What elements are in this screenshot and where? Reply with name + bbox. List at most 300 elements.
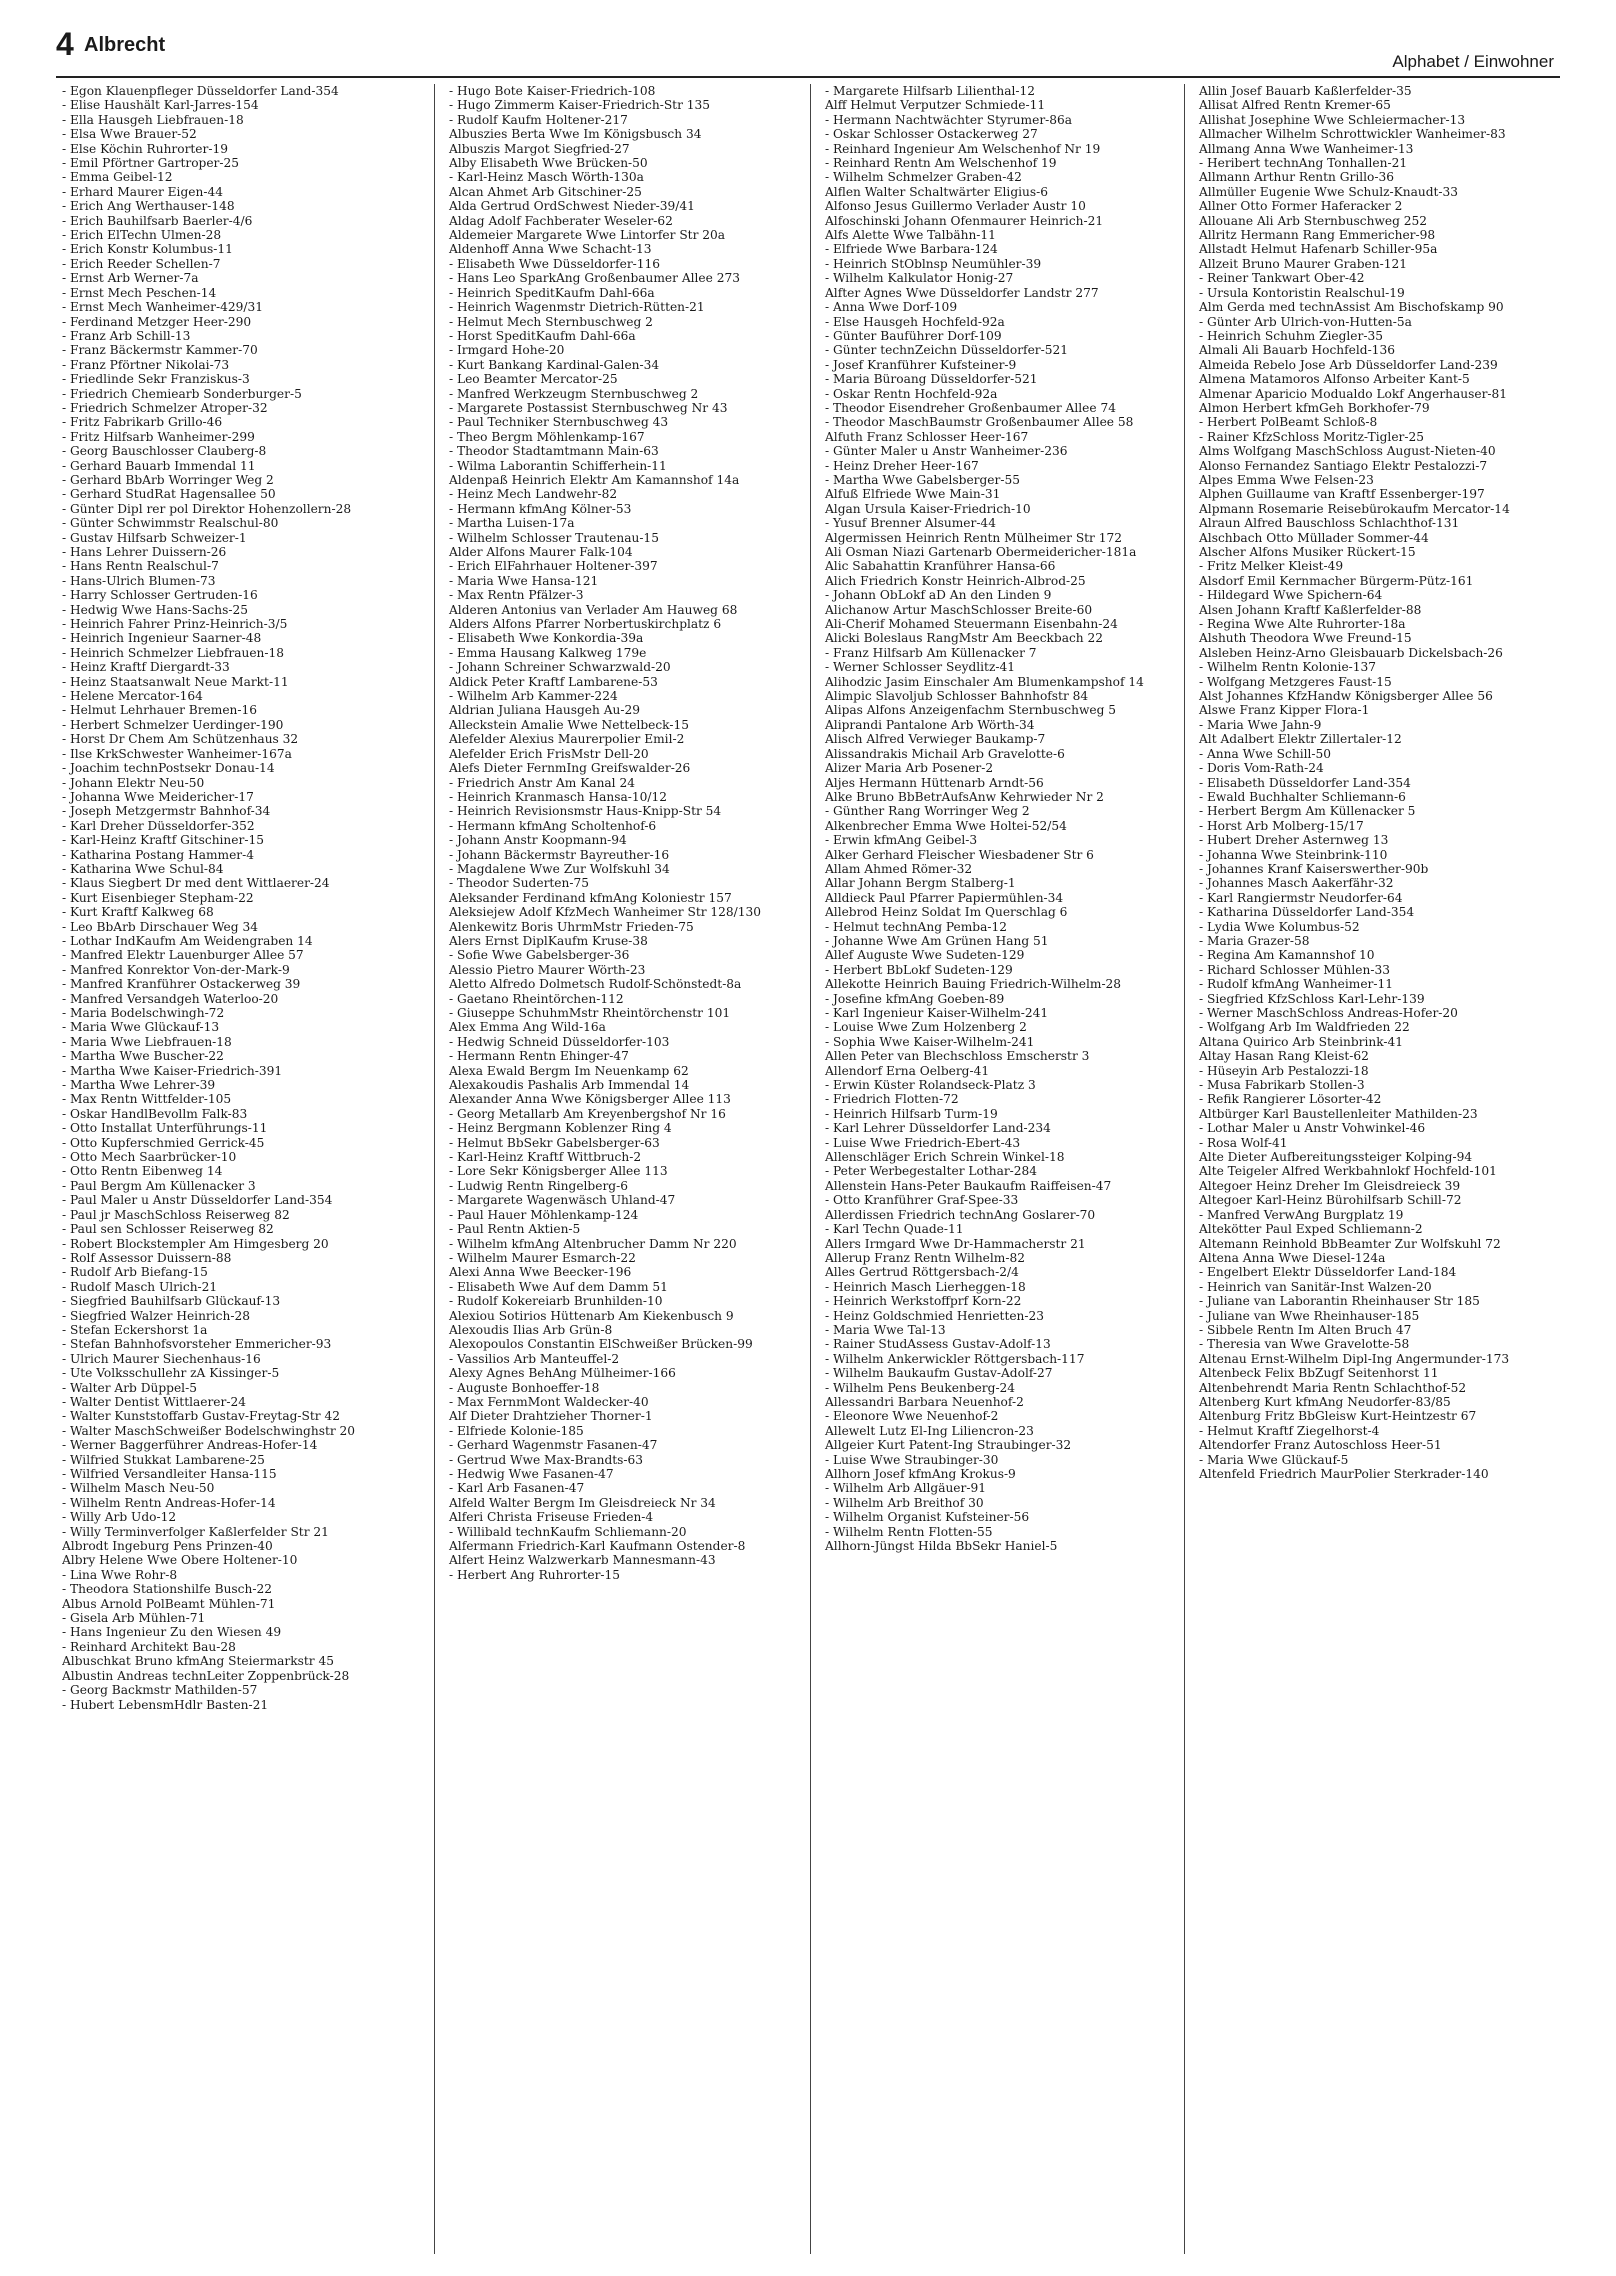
directory-entry: - Sophia Wwe Kaiser-Wilhelm-241 (825, 1034, 1035, 1049)
directory-entry: - Else Hausgeh Hochfeld-92a (825, 314, 1005, 329)
directory-entry: Alte Dieter Aufbereitungssteiger Kolping-94 (1199, 1150, 1473, 1165)
directory-entry: Aldrian Juliana Hausgeh Au-29 (449, 703, 641, 718)
directory-entry: - Anna Wwe Dorf-109 (825, 300, 958, 315)
directory-entry: - Ernst Mech Peschen-14 (62, 285, 217, 300)
directory-entry: Allessandri Barbara Neuenhof-2 (825, 1394, 1024, 1409)
directory-entry: - Heinrich Kranmasch Hansa-10/12 (449, 789, 668, 804)
directory-entry: Albuschkat Bruno kfmAng Steiermarkstr 45 (62, 1654, 334, 1669)
directory-entry: - Maria Wwe Glückauf-5 (1199, 1452, 1349, 1467)
directory-entry: - Wolfgang Metzgeres Faust-15 (1199, 674, 1392, 689)
directory-entry: Alexiou Sotirios Hüttenarb Am Kiekenbusch 9 (449, 1308, 734, 1323)
directory-entry: Alisch Alfred Verwieger Baukamp-7 (825, 732, 1046, 747)
directory-entry: - Georg Backmstr Mathilden-57 (62, 1683, 258, 1698)
directory-entry: Alshuth Theodora Wwe Freund-15 (1199, 631, 1412, 646)
directory-entry: - Rainer StudAssess Gustav-Adolf-13 (825, 1337, 1051, 1352)
directory-entry: Allhorn-Jüngst Hilda BbSekr Haniel-5 (825, 1539, 1058, 1554)
directory-entry: Allekotte Heinrich Bauing Friedrich-Wilhelm-28 (825, 977, 1122, 992)
directory-entry: Alcan Ahmet Arb Gitschiner-25 (449, 184, 642, 199)
directory-entry: Allouane Ali Arb Sternbuschweg 252 (1199, 213, 1428, 228)
directory-entry: - Wilhelm Arb Allgäuer-91 (825, 1481, 986, 1496)
directory-entry: Alissandrakis Michail Arb Gravelotte-6 (825, 746, 1065, 761)
directory-entry: - Gerhard BbArb Worringer Weg 2 (62, 472, 274, 487)
directory-columns (62, 84, 1562, 2254)
directory-entry: - Gustav Hilfsarb Schweizer-1 (62, 530, 247, 545)
directory-entry: - Elfriede Kolonie-185 (449, 1423, 584, 1438)
directory-entry: Alexander Anna Wwe Königsberger Allee 113 (449, 1092, 731, 1107)
directory-entry: - Manfred Versandgeh Waterloo-20 (62, 991, 279, 1006)
directory-entry: Almon Herbert kfmGeh Borkhofer-79 (1199, 400, 1430, 415)
directory-entry: - Herbert BbLokf Sudeten-129 (825, 962, 1013, 977)
directory-entry: Alraun Alfred Bauschloss Schlachthof-131 (1199, 516, 1460, 531)
directory-entry: - Juliane van Wwe Rheinhauser-185 (1199, 1308, 1420, 1323)
directory-entry: Alleckstein Amalie Wwe Nettelbeck-15 (449, 717, 689, 732)
directory-entry: - Ferdinand Metzger Heer-290 (62, 314, 252, 329)
directory-entry: - Lothar Maler u Anstr Vohwinkel-46 (1199, 1121, 1426, 1136)
directory-entry: - Manfred Werkzeugm Sternbuschweg 2 (449, 386, 699, 401)
directory-entry: - Katharina Düsseldorfer Land-354 (1199, 905, 1415, 920)
directory-entry: - Regina Wwe Alte Ruhrorter-18a (1199, 617, 1406, 632)
directory-entry: Altegoer Heinz Dreher Im Gleisdreieck 39 (1199, 1178, 1461, 1193)
directory-entry: - Ella Hausgeh Liebfrauen-18 (62, 112, 244, 127)
directory-entry: - Wilhelm Baukaufm Gustav-Adolf-27 (825, 1366, 1053, 1381)
directory-entry: - Joachim technPostsekr Donau-14 (62, 761, 275, 776)
directory-entry: - Richard Schlosser Mühlen-33 (1199, 962, 1390, 977)
directory-entry: Albuszies Berta Wwe Im Königsbusch 34 (449, 127, 702, 142)
directory-entry: - Luise Wwe Straubinger-30 (825, 1452, 999, 1467)
directory-column-4 (1184, 84, 1539, 2254)
directory-entry: Allritz Hermann Rang Emmericher-98 (1199, 228, 1436, 243)
directory-entry: - Wilhelm kfmAng Altenbrucher Damm Nr 220 (449, 1236, 737, 1251)
directory-entry: Allhorn Josef kfmAng Krokus-9 (825, 1467, 1016, 1481)
directory-entry: Allmann Arthur Rentn Grillo-36 (1199, 170, 1394, 185)
directory-entry: - Elfriede Wwe Barbara-124 (825, 242, 998, 257)
directory-entry: - Hermann kfmAng Scholtenhof-6 (449, 818, 657, 833)
directory-entry: - Manfred Konrektor Von-der-Mark-9 (62, 962, 290, 977)
directory-column-2 (434, 84, 789, 2254)
directory-entry: - Wilma Laborantin Schifferhein-11 (449, 458, 667, 473)
directory-entry: - Max Rentn Pfälzer-3 (449, 588, 584, 603)
directory-entry: - Heinrich Fahrer Prinz-Heinrich-3/5 (62, 617, 288, 632)
directory-entry: - Heribert technAng Tonhallen-21 (1199, 156, 1408, 171)
directory-entry: Alefelder Erich FrisMstr Dell-20 (449, 746, 649, 761)
directory-entry: - Kurt Kraftf Kalkweg 68 (62, 905, 214, 920)
directory-entry: - Egon Klauenpfleger Düsseldorfer Land-354 (62, 84, 339, 98)
directory-entry: - Wilhelm Organist Kufsteiner-56 (825, 1510, 1030, 1525)
directory-entry: - Heinrich Schuhm Ziegler-35 (1199, 328, 1383, 343)
directory-entry: Allebrod Heinz Soldat Im Querschlag 6 (825, 905, 1068, 920)
header-rule (56, 76, 1560, 78)
directory-entry: Alke Bruno BbBetrAufsAnw Kehrwieder Nr 2 (825, 789, 1104, 804)
directory-entry: Alms Wolfgang MaschSchloss August-Nieten-40 (1199, 444, 1496, 459)
directory-entry: Algermissen Heinrich Rentn Mülheimer Str 172 (825, 530, 1123, 545)
directory-entry: - Wilhelm Arb Kammer-224 (449, 689, 618, 704)
directory-entry: Alder Alfons Maurer Falk-104 (449, 545, 633, 559)
directory-entry: Aldenpaß Heinrich Elektr Am Kamannshof 14a (449, 472, 740, 487)
directory-entry: - Wilhelm Rentn Flotten-55 (825, 1524, 993, 1539)
directory-entry: Allmang Anna Wwe Wanheimer-13 (1199, 141, 1414, 156)
directory-entry: - Emil Pförtner Gartroper-25 (62, 156, 240, 171)
directory-entry: - Robert Blockstempler Am Himgesberg 20 (62, 1236, 329, 1251)
directory-entry: Albustin Andreas technLeiter Zoppenbrück-28 (62, 1668, 350, 1683)
directory-entry: Allzeit Bruno Maurer Graben-121 (1199, 256, 1407, 271)
directory-entry: - Kurt Eisenbieger Stepham-22 (62, 890, 254, 905)
directory-entry: - Leo Beamter Mercator-25 (449, 372, 618, 387)
directory-entry: - Lydia Wwe Kolumbus-52 (1199, 919, 1360, 934)
directory-entry: - Oskar Rentn Hochfeld-92a (825, 386, 998, 401)
directory-entry: - Johann Anstr Koopmann-94 (449, 833, 627, 848)
directory-entry: - Hermann Nachtwächter Styrumer-86a (825, 112, 1073, 127)
directory-entry: - Rudolf Kaufm Holtener-217 (449, 112, 628, 127)
directory-entry: - Theresia van Wwe Gravelotte-58 (1199, 1337, 1410, 1352)
directory-entry: - Maria Wwe Liebfrauen-18 (62, 1034, 232, 1049)
directory-entry: - Maria Büroang Düsseldorfer-521 (825, 372, 1038, 387)
directory-entry: - Heinrich van Sanitär-Inst Walzen-20 (1199, 1279, 1432, 1294)
directory-entry: - Otto Kupferschmied Gerrick-45 (62, 1135, 265, 1150)
directory-entry: - Gerhard Bauarb Immendal 11 (62, 458, 256, 473)
directory-entry: - Wilhelm Schmelzer Graben-42 (825, 170, 1022, 185)
directory-entry: Altendorfer Franz Autoschloss Heer-51 (1199, 1438, 1442, 1453)
directory-entry: - Theo Bergm Möhlenkamp-167 (449, 429, 645, 444)
directory-entry: - Fritz Fabrikarb Grillo-46 (62, 415, 223, 430)
directory-entry: Altenburg Fritz BbGleisw Kurt-Heintzestr 67 (1199, 1409, 1477, 1424)
directory-entry: - Friedrich Flotten-72 (825, 1092, 959, 1107)
directory-entry: - Karl-Heinz Masch Wörth-130a (449, 170, 644, 185)
directory-entry: Alexopoulos Constantin ElSchweißer Brücken-99 (449, 1337, 753, 1352)
directory-entry: - Hildegard Wwe Spichern-64 (1199, 588, 1383, 603)
directory-entry: - Fritz Melker Kleist-49 (1199, 559, 1344, 574)
directory-entry: - Heinrich Revisionsmstr Haus-Knipp-Str 54 (449, 804, 722, 819)
directory-entry: - Auguste Bonhoeffer-18 (449, 1380, 600, 1395)
directory-entry: Alpmann Rosemarie Reisebürokaufm Mercator-14 (1199, 501, 1510, 516)
directory-entry: - Siegfried KfzSchloss Karl-Lehr-139 (1199, 991, 1425, 1006)
directory-entry: - Erich Konstr Kolumbus-11 (62, 242, 233, 257)
directory-entry: - Paul Hauer Möhlenkamp-124 (449, 1207, 639, 1222)
directory-entry: - Joseph Metzgermstr Bahnhof-34 (62, 804, 271, 819)
directory-entry: Alm Gerda med technAssist Am Bischofskamp 90 (1199, 300, 1504, 315)
directory-entry: - Doris Vom-Rath-24 (1199, 761, 1324, 776)
directory-entry: - Emma Geibel-12 (62, 170, 173, 185)
directory-entry: Alihodzic Jasim Einschaler Am Blumenkampshof 14 (825, 674, 1144, 689)
directory-entry: - Ernst Arb Werner-7a (62, 271, 199, 286)
directory-entry: - Refik Rangierer Lösorter-42 (1199, 1092, 1382, 1107)
directory-entry: - Friedrich Chemiearb Sonderburger-5 (62, 386, 302, 401)
directory-entry: - Josefine kfmAng Goeben-89 (825, 991, 1005, 1006)
directory-entry: - Ursula Kontoristin Realschul-19 (1199, 285, 1405, 300)
directory-entry: - Magdalene Wwe Zur Wolfskuhl 34 (449, 861, 670, 876)
directory-entry: - Karl Arb Fasanen-47 (449, 1481, 585, 1496)
directory-entry: Aliprandi Pantalone Arb Wörth-34 (825, 717, 1035, 732)
directory-entry: Alfuß Elfriede Wwe Main-31 (825, 487, 1001, 502)
directory-entry: - Günther Rang Worringer Weg 2 (825, 804, 1030, 819)
directory-entry: Allmacher Wilhelm Schrottwickler Wanheimer-83 (1199, 127, 1506, 142)
directory-entry: Alte Teigeler Alfred Werkbahnlokf Hochfeld-101 (1199, 1164, 1497, 1179)
directory-entry: Allishat Josephine Wwe Schleiermacher-13 (1199, 112, 1466, 127)
directory-entry: - Manfred Kranführer Ostackerweg 39 (62, 977, 301, 992)
directory-entry: - Theodor Eisendreher Großenbaumer Allee 74 (825, 400, 1116, 415)
directory-entry: - Günter technZeichn Düsseldorfer-521 (825, 343, 1068, 358)
directory-entry: Almali Ali Bauarb Hochfeld-136 (1199, 343, 1395, 358)
directory-entry: - Hans Lehrer Duissern-26 (62, 545, 227, 559)
directory-entry: Alker Gerhard Fleischer Wiesbadener Str 6 (825, 847, 1094, 862)
directory-entry: Allerup Franz Rentn Wilhelm-82 (825, 1250, 1025, 1265)
directory-entry: - Margarete Postassist Sternbuschweg Nr 43 (449, 400, 728, 415)
directory-entry: - Heinrich Schmelzer Liebfrauen-18 (62, 645, 285, 660)
directory-entry: - Wilfried Stukkat Lambarene-25 (62, 1452, 265, 1467)
directory-column-3 (810, 84, 1165, 2254)
directory-entry: Allendorf Erna Oelberg-41 (825, 1063, 990, 1078)
directory-entry: Alizer Maria Arb Posener-2 (825, 761, 994, 776)
directory-entry: - Erich Bauhilfsarb Baerler-4/6 (62, 213, 253, 228)
directory-entry: - Walter Arb Düppel-5 (62, 1380, 197, 1395)
directory-entry: - Rudolf Arb Biefang-15 (62, 1265, 208, 1280)
directory-entry: - Wolfgang Arb Im Waldfrieden 22 (1199, 1020, 1410, 1035)
directory-entry: - Heinrich SpeditKaufm Dahl-66a (449, 285, 655, 300)
directory-entry: Alfs Alette Wwe Talbähn-11 (825, 228, 996, 243)
directory-entry: Alefs Dieter FernmIng Greifswalder-26 (449, 761, 691, 776)
directory-entry: - Karl Rangiermstr Neudorfer-64 (1199, 890, 1403, 905)
directory-entry: - Helmut BbSekr Gabelsberger-63 (449, 1135, 660, 1150)
directory-entry: - Wilhelm Arb Breithof 30 (825, 1495, 984, 1510)
directory-entry: - Günter Maler u Anstr Wanheimer-236 (825, 444, 1068, 459)
directory-entry: Allisat Alfred Rentn Kremer-65 (1199, 98, 1391, 113)
directory-entry: - Ute Volksschullehr zA Kissinger-5 (62, 1366, 280, 1381)
directory-entry: - Wilhelm Rentn Kolonie-137 (1199, 660, 1377, 675)
directory-entry: - Rudolf kfmAng Wanheimer-11 (1199, 977, 1393, 992)
directory-entry: - Vassilios Arb Manteuffel-2 (449, 1351, 620, 1366)
directory-entry: Allenschläger Erich Schrein Winkel-18 (825, 1150, 1065, 1165)
directory-entry: - Erwin kfmAng Geibel-3 (825, 833, 978, 848)
directory-entry: - Karl Ingenieur Kaiser-Wilhelm-241 (825, 1006, 1049, 1020)
directory-entry: - Elise Haushält Karl-Jarres-154 (62, 98, 259, 113)
directory-entry: Alexa Ewald Bergm Im Neuenkamp 62 (449, 1063, 689, 1078)
directory-entry: Allstadt Helmut Hafenarb Schiller-95a (1199, 242, 1438, 257)
directory-entry: - Heinz Dreher Heer-167 (825, 458, 979, 473)
directory-entry: - Manfred Elektr Lauenburger Allee 57 (62, 948, 304, 963)
directory-entry: Allin Josef Bauarb Kaßlerfelder-35 (1199, 84, 1412, 98)
directory-entry: - Emma Hausang Kalkweg 179e (449, 645, 647, 660)
directory-entry: - Manfred VerwAng Burgplatz 19 (1199, 1207, 1404, 1222)
directory-entry: - Gertrud Wwe Max-Brandts-63 (449, 1452, 644, 1467)
directory-column-1 (62, 84, 417, 2254)
directory-entry: - Yusuf Brenner Alsumer-44 (825, 516, 996, 531)
directory-entry: - Erich ElFahrhauer Holtener-397 (449, 559, 658, 574)
directory-entry: Allerdissen Friedrich technAng Goslarer-70 (825, 1207, 1096, 1222)
directory-entry: - Maria Grazer-58 (1199, 933, 1310, 948)
directory-entry: Altenberg Kurt kfmAng Neudorfer-83/85 (1199, 1394, 1451, 1409)
directory-entry: - Maria Wwe Hansa-121 (449, 573, 599, 588)
directory-entry: - Oskar Schlosser Ostackerweg 27 (825, 127, 1038, 142)
directory-entry: Alefelder Alexius Maurerpolier Emil-2 (449, 732, 685, 747)
directory-entry: Alicki Boleslaus RangMstr Am Beeckbach 22 (825, 631, 1104, 646)
directory-entry: Algan Ursula Kaiser-Friedrich-10 (825, 501, 1031, 516)
directory-entry: Altenfeld Friedrich MaurPolier Sterkrader-140 (1199, 1467, 1489, 1481)
directory-entry: - Paul Bergm Am Küllenacker 3 (62, 1178, 256, 1193)
directory-entry: Allmüller Eugenie Wwe Schulz-Knaudt-33 (1199, 184, 1459, 199)
directory-entry: - Katharina Wwe Schul-84 (62, 861, 224, 876)
directory-entry: Alby Elisabeth Wwe Brücken-50 (449, 156, 648, 171)
directory-entry: Allam Ahmed Römer-32 (825, 861, 973, 876)
directory-entry: - Martha Luisen-17a (449, 516, 575, 531)
directory-entry: - Heinrich Hilfsarb Turm-19 (825, 1106, 998, 1121)
directory-entry: - Günter Bauführer Dorf-109 (825, 328, 1002, 343)
directory-entry: Albrodt Ingeburg Pens Prinzen-40 (62, 1539, 273, 1554)
directory-entry: - Heinz Kraftf Diergardt-33 (62, 660, 230, 675)
directory-entry: - Helene Mercator-164 (62, 689, 203, 704)
directory-entry: - Horst SpeditKaufm Dahl-66a (449, 328, 636, 343)
directory-entry: Altena Anna Wwe Diesel-124a (1199, 1250, 1386, 1265)
directory-entry: Alschbach Otto Müllader Sommer-44 (1199, 530, 1429, 545)
directory-entry: - Paul Techniker Sternbuschweg 43 (449, 415, 669, 430)
directory-entry: - Martha Wwe Buscher-22 (62, 1049, 224, 1064)
directory-entry: Alenkewitz Boris UhrmMstr Frieden-75 (449, 919, 694, 934)
directory-entry: - Franz Hilfsarb Am Küllenacker 7 (825, 645, 1037, 660)
directory-entry: - Stefan Bahnhofsvorsteher Emmericher-93 (62, 1337, 332, 1352)
directory-entry: Aldenhoff Anna Wwe Schacht-13 (449, 242, 652, 257)
directory-entry: Aldemeier Margarete Wwe Lintorfer Str 20a (449, 228, 726, 243)
directory-entry: - Werner Baggerführer Andreas-Hofer-14 (62, 1438, 318, 1453)
directory-entry: - Heinz Mech Landwehr-82 (449, 487, 618, 502)
directory-entry: - Wilhelm Kalkulator Honig-27 (825, 271, 1014, 286)
directory-entry: - Lina Wwe Rohr-8 (62, 1567, 178, 1582)
directory-entry: - Friedrich Anstr Am Kanal 24 (449, 775, 635, 790)
directory-entry: - Leo BbArb Dirschauer Weg 34 (62, 919, 258, 934)
directory-entry: - Herbert Schmelzer Uerdinger-190 (62, 717, 284, 732)
directory-entry: - Gisela Arb Mühlen-71 (62, 1611, 206, 1626)
directory-entry: Altay Hasan Rang Kleist-62 (1199, 1049, 1369, 1064)
directory-entry: - Werner Schlosser Seydlitz-41 (825, 660, 1015, 675)
directory-entry: Alipas Alfons Anzeigenfachm Sternbuschweg 5 (825, 703, 1117, 718)
directory-entry: Alda Gertrud OrdSchwest Nieder-39/41 (449, 199, 695, 214)
directory-entry: - Johann ObLokf aD An den Linden 9 (825, 588, 1052, 603)
directory-entry: - Theodor Stadtamtmann Main-63 (449, 444, 659, 459)
directory-entry: - Louise Wwe Zum Holzenberg 2 (825, 1020, 1027, 1035)
directory-entry: - Johannes Masch Aakerfähr-32 (1199, 876, 1394, 891)
directory-entry: - Heinrich Wagenmstr Dietrich-Rütten-21 (449, 300, 705, 315)
directory-entry: - Ulrich Maurer Siechenhaus-16 (62, 1351, 261, 1366)
directory-entry: - Erich Ang Werthauser-148 (62, 199, 235, 214)
directory-entry: - Ernst Mech Wanheimer-429/31 (62, 300, 263, 315)
directory-entry: - Heinz Staatsanwalt Neue Markt-11 (62, 674, 289, 689)
directory-entry: - Horst Arb Molberg-15/17 (1199, 818, 1364, 833)
section-label: Alphabet / Einwohner (1392, 52, 1554, 71)
directory-entry: - Theodor MaschBaumstr Großenbaumer Allee 58 (825, 415, 1134, 430)
directory-entry: - Musa Fabrikarb Stollen-3 (1199, 1078, 1365, 1093)
directory-entry: - Willy Terminverfolger Kaßlerfelder Str 21 (62, 1524, 329, 1539)
directory-entry: - Gerhard StudRat Hagensallee 50 (62, 487, 276, 502)
directory-entry: Aldag Adolf Fachberater Weseler-62 (449, 213, 673, 228)
directory-entry: Allef Auguste Wwe Sudeten-129 (825, 948, 1025, 963)
directory-entry: - Günter Schwimmstr Realschul-80 (62, 516, 279, 531)
directory-entry: Alexoudis Ilias Arb Grün-8 (449, 1322, 613, 1337)
directory-entry: - Reinhard Rentn Am Welschenhof 19 (825, 156, 1057, 171)
directory-entry: - Wilhelm Masch Neu-50 (62, 1481, 215, 1496)
directory-entry: - Franz Arb Schill-13 (62, 328, 191, 343)
directory-entry: - Erhard Maurer Eigen-44 (62, 184, 223, 199)
directory-entry: - Harry Schlosser Gertruden-16 (62, 588, 258, 603)
directory-entry: - Reinhard Architekt Bau-28 (62, 1639, 236, 1654)
directory-entry: Alldieck Paul Pfarrer Papiermühlen-34 (825, 890, 1064, 905)
directory-entry: - Hedwig Wwe Fasanen-47 (449, 1467, 614, 1481)
directory-entry: - Wilhelm Rentn Andreas-Hofer-14 (62, 1495, 276, 1510)
directory-entry: - Paul sen Schlosser Reiserweg 82 (62, 1222, 274, 1237)
directory-entry: Alderen Antonius van Verlader Am Hauweg 68 (449, 602, 738, 617)
directory-entry: - Georg Metallarb Am Kreyenbergshof Nr 16 (449, 1106, 726, 1121)
directory-entry: Alf Dieter Drahtzieher Thorner-1 (449, 1409, 653, 1424)
directory-entry: - Helmut Kraftf Ziegelhorst-4 (1199, 1423, 1380, 1438)
directory-entry: - Hans Ingenieur Zu den Wiesen 49 (62, 1625, 282, 1640)
directory-entry: - Hedwig Schneid Düsseldorfer-103 (449, 1034, 670, 1049)
directory-entry: Alers Ernst DiplKaufm Kruse-38 (449, 933, 648, 948)
directory-entry: - Hermann kfmAng Kölner-53 (449, 501, 632, 516)
directory-entry: - Peter Werbegestalter Lothar-284 (825, 1164, 1038, 1179)
directory-entry: - Karl Techn Quade-11 (825, 1222, 964, 1237)
directory-entry: Alexy Agnes BehAng Mülheimer-166 (449, 1366, 676, 1381)
directory-entry: - Werner MaschSchloss Andreas-Hofer-20 (1199, 1006, 1458, 1020)
directory-entry: - Gerhard Wagenmstr Fasanen-47 (449, 1438, 658, 1453)
directory-entry: Allenstein Hans-Peter Baukaufm Raiffeisen-47 (825, 1178, 1112, 1193)
directory-entry: Almena Matamoros Alfonso Arbeiter Kant-5 (1199, 372, 1470, 387)
directory-entry: - Karl Lehrer Düsseldorfer Land-234 (825, 1121, 1051, 1136)
directory-entry: - Rainer KfzSchloss Moritz-Tigler-25 (1199, 429, 1424, 444)
directory-entry: Albuszis Margot Siegfried-27 (449, 141, 630, 156)
directory-entry: - Ludwig Rentn Ringelberg-6 (449, 1178, 628, 1193)
directory-entry: - Siegfried Walzer Heinrich-28 (62, 1308, 250, 1323)
directory-entry: Altenau Ernst-Wilhelm Dipl-Ing Angermunder-173 (1199, 1351, 1510, 1366)
directory-entry: - Theodora Stationshilfe Busch-22 (62, 1582, 272, 1597)
directory-entry: - Walter Kunststoffarb Gustav-Freytag-Str 42 (62, 1409, 340, 1424)
directory-entry: - Theodor Suderten-75 (449, 876, 589, 891)
directory-entry: Alfonso Jesus Guillermo Verlader Austr 10 (825, 199, 1086, 214)
directory-entry: Allewelt Lutz El-Ing Liliencron-23 (825, 1423, 1034, 1438)
directory-entry: Alswe Franz Kipper Flora-1 (1199, 703, 1370, 718)
directory-entry: - Johanne Wwe Am Grünen Hang 51 (825, 933, 1049, 948)
directory-entry: - Rudolf Kokereiarb Brunhilden-10 (449, 1294, 663, 1309)
directory-entry: - Maria Bodelschwingh-72 (62, 1006, 225, 1020)
page-running-head: Albrecht (84, 34, 166, 56)
directory-entry: - Maria Wwe Jahn-9 (1199, 717, 1322, 732)
directory-entry: - Hüseyin Arb Pestalozzi-18 (1199, 1063, 1369, 1078)
directory-entry: - Elisabeth Wwe Konkordia-39a (449, 631, 644, 646)
directory-entry: - Johann Bäckermstr Bayreuther-16 (449, 847, 670, 862)
directory-entry: Aleksiejew Adolf KfzMech Wanheimer Str 128/130 (449, 905, 762, 920)
directory-entry: - Heinz Bergmann Koblenzer Ring 4 (449, 1121, 672, 1136)
directory-entry: Altenbehrendt Maria Rentn Schlachthof-52 (1199, 1380, 1467, 1395)
directory-entry: Alessio Pietro Maurer Wörth-23 (449, 962, 646, 977)
directory-entry: - Herbert Bergm Am Küllenacker 5 (1199, 804, 1416, 819)
directory-entry: Allner Otto Former Haferacker 2 (1199, 199, 1403, 214)
directory-entry: - Helmut technAng Pemba-12 (825, 919, 1007, 934)
directory-entry: Altegoer Karl-Heinz Bürohilfsarb Schill-72 (1199, 1193, 1462, 1208)
directory-entry: Alexakoudis Pashalis Arb Immendal 14 (449, 1078, 690, 1093)
directory-entry: Alimpic Slavoljub Schlosser Bahnhofstr 84 (825, 689, 1089, 704)
directory-entry: - Sibbele Rentn Im Alten Bruch 47 (1199, 1322, 1412, 1337)
directory-entry: - Else Köchin Ruhrorter-19 (62, 141, 228, 156)
directory-entry: - Maria Wwe Glückauf-13 (62, 1020, 220, 1035)
directory-entry: - Erich ElTechn Ulmen-28 (62, 228, 222, 243)
directory-entry: Aljes Hermann Hüttenarb Arndt-56 (825, 775, 1044, 790)
directory-entry: Alichanow Artur MaschSchlosser Breite-60 (825, 602, 1093, 617)
directory-entry: - Hubert Dreher Asternweg 13 (1199, 833, 1389, 848)
page-number: 4 (56, 26, 74, 62)
directory-entry: - Rolf Assessor Duissern-88 (62, 1250, 232, 1265)
directory-entry: - Elisabeth Düsseldorfer Land-354 (1199, 775, 1411, 790)
directory-entry: Alt Adalbert Elektr Zillertaler-12 (1199, 732, 1402, 747)
directory-entry: Albry Helene Wwe Obere Holtener-10 (62, 1553, 298, 1568)
directory-entry: - Franz Pförtner Nikolai-73 (62, 357, 230, 372)
directory-entry: Alflen Walter Schaltwärter Eligius-6 (825, 184, 1048, 199)
directory-entry: - Hans Rentn Realschul-7 (62, 559, 219, 574)
directory-entry: Alic Sabahattin Kranführer Hansa-66 (825, 559, 1056, 574)
